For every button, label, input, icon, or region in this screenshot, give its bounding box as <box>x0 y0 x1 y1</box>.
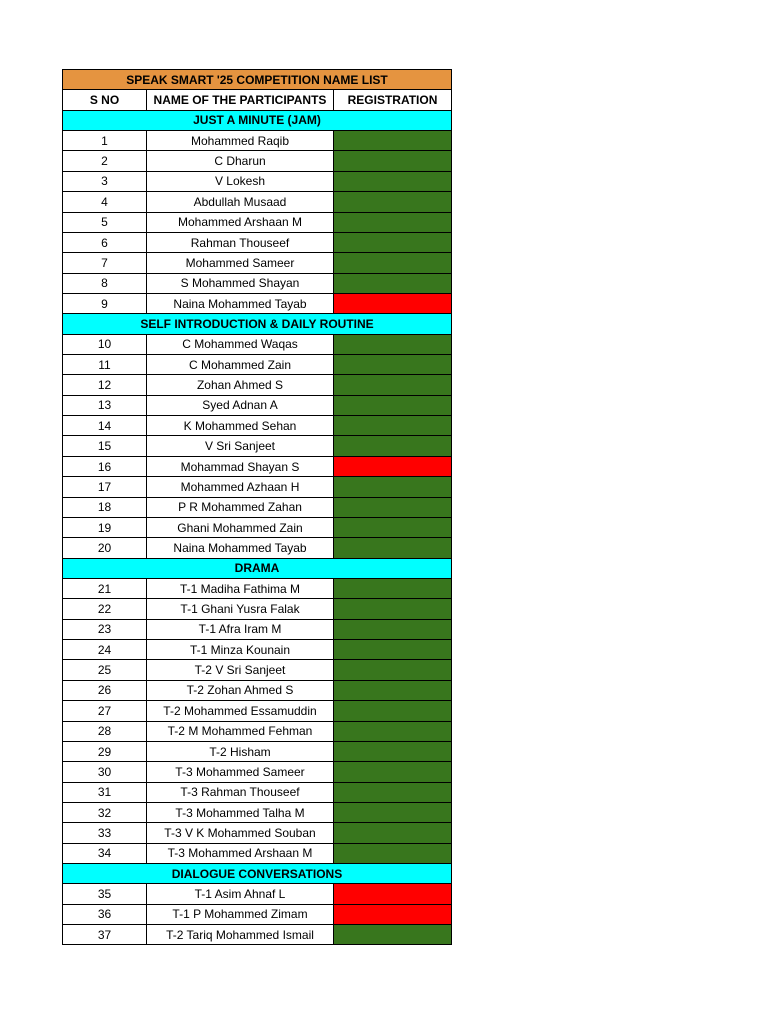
registration-status-cell <box>334 884 452 904</box>
table-row <box>63 843 452 863</box>
table-row <box>63 253 452 273</box>
table-row <box>63 925 452 945</box>
registration-status-cell <box>334 477 452 497</box>
participant-name-cell: T-3 V K Mohammed Souban <box>147 823 334 843</box>
registration-status-cell <box>334 823 452 843</box>
table-row <box>63 171 452 191</box>
registration-status-cell <box>334 253 452 273</box>
sno-cell: 26 <box>63 680 147 700</box>
sno-cell: 4 <box>63 192 147 212</box>
table-row <box>63 395 452 415</box>
participant-name-cell: T-2 Mohammed Essamuddin <box>147 701 334 721</box>
participant-name-cell: V Sri Sanjeet <box>147 436 334 456</box>
section-title: DRAMA <box>63 558 452 578</box>
table-row <box>63 680 452 700</box>
sno-cell: 6 <box>63 232 147 252</box>
header-sno: S NO <box>63 90 147 110</box>
registration-status-cell <box>334 171 452 191</box>
table-row <box>63 640 452 660</box>
sno-cell: 30 <box>63 762 147 782</box>
header-row <box>63 90 452 110</box>
participant-name-cell: Mohammed Sameer <box>147 253 334 273</box>
sno-cell: 11 <box>63 355 147 375</box>
registration-status-cell <box>334 355 452 375</box>
section-row <box>63 864 452 884</box>
sno-cell: 23 <box>63 619 147 639</box>
participant-name-cell: T-2 M Mohammed Fehman <box>147 721 334 741</box>
registration-status-cell <box>334 802 452 822</box>
sno-cell: 29 <box>63 741 147 761</box>
table-row <box>63 904 452 924</box>
table-row <box>63 293 452 313</box>
registration-status-cell <box>334 619 452 639</box>
registration-status-cell <box>334 517 452 537</box>
sno-cell: 24 <box>63 640 147 660</box>
registration-status-cell <box>334 680 452 700</box>
participant-name-cell: S Mohammed Shayan <box>147 273 334 293</box>
sno-cell: 8 <box>63 273 147 293</box>
registration-status-cell <box>334 416 452 436</box>
section-title: JUST A MINUTE (JAM) <box>63 110 452 130</box>
table-row <box>63 273 452 293</box>
participant-name-cell: Abdullah Musaad <box>147 192 334 212</box>
sno-cell: 33 <box>63 823 147 843</box>
table-row <box>63 334 452 354</box>
participant-name-cell: Syed Adnan A <box>147 395 334 415</box>
sno-cell: 17 <box>63 477 147 497</box>
participant-name-cell: Mohammed Azhaan H <box>147 477 334 497</box>
sno-cell: 28 <box>63 721 147 741</box>
participant-name-cell: T-1 P Mohammed Zimam <box>147 904 334 924</box>
registration-status-cell <box>334 375 452 395</box>
registration-status-cell <box>334 232 452 252</box>
header-name: NAME OF THE PARTICIPANTS <box>147 90 334 110</box>
sno-cell: 25 <box>63 660 147 680</box>
registration-status-cell <box>334 497 452 517</box>
registration-status-cell <box>334 701 452 721</box>
sno-cell: 18 <box>63 497 147 517</box>
table-row <box>63 741 452 761</box>
table-row <box>63 660 452 680</box>
table-row <box>63 884 452 904</box>
participant-name-cell: T-3 Rahman Thouseef <box>147 782 334 802</box>
sno-cell: 9 <box>63 293 147 313</box>
table-row <box>63 599 452 619</box>
sno-cell: 31 <box>63 782 147 802</box>
sno-cell: 19 <box>63 517 147 537</box>
sno-cell: 13 <box>63 395 147 415</box>
table-row <box>63 192 452 212</box>
sno-cell: 3 <box>63 171 147 191</box>
registration-status-cell <box>334 192 452 212</box>
participant-name-cell: Naina Mohammed Tayab <box>147 538 334 558</box>
participant-name-cell: T-2 Tariq Mohammed Ismail <box>147 925 334 945</box>
table-row <box>63 375 452 395</box>
registration-status-cell <box>334 843 452 863</box>
registration-status-cell <box>334 212 452 232</box>
registration-status-cell <box>334 456 452 476</box>
sno-cell: 10 <box>63 334 147 354</box>
title-row <box>63 70 452 90</box>
participant-name-cell: Mohammad Shayan S <box>147 456 334 476</box>
participant-name-cell: T-2 Hisham <box>147 741 334 761</box>
participant-name-cell: T-1 Afra Iram M <box>147 619 334 639</box>
sheet-title: SPEAK SMART '25 COMPETITION NAME LIST <box>63 70 452 90</box>
registration-status-cell <box>334 762 452 782</box>
table-row <box>63 762 452 782</box>
table-row <box>63 701 452 721</box>
table-row <box>63 416 452 436</box>
registration-status-cell <box>334 782 452 802</box>
registration-status-cell <box>334 721 452 741</box>
header-registration: REGISTRATION <box>334 90 452 110</box>
registration-status-cell <box>334 293 452 313</box>
table-row <box>63 578 452 598</box>
participant-name-cell: C Mohammed Zain <box>147 355 334 375</box>
participant-name-cell: T-3 Mohammed Sameer <box>147 762 334 782</box>
participant-name-cell: Mohammed Arshaan M <box>147 212 334 232</box>
table-row <box>63 619 452 639</box>
section-row <box>63 110 452 130</box>
participant-name-cell: T-2 V Sri Sanjeet <box>147 660 334 680</box>
competition-name-list-table <box>62 69 452 945</box>
table-row <box>63 538 452 558</box>
sno-cell: 20 <box>63 538 147 558</box>
table-row <box>63 823 452 843</box>
sno-cell: 2 <box>63 151 147 171</box>
sno-cell: 15 <box>63 436 147 456</box>
sno-cell: 35 <box>63 884 147 904</box>
registration-status-cell <box>334 131 452 151</box>
sno-cell: 27 <box>63 701 147 721</box>
table-row <box>63 151 452 171</box>
table-row <box>63 782 452 802</box>
registration-status-cell <box>334 660 452 680</box>
sno-cell: 22 <box>63 599 147 619</box>
registration-status-cell <box>334 436 452 456</box>
sno-cell: 12 <box>63 375 147 395</box>
registration-status-cell <box>334 578 452 598</box>
sno-cell: 1 <box>63 131 147 151</box>
participant-name-cell: C Dharun <box>147 151 334 171</box>
participant-name-cell: T-3 Mohammed Talha M <box>147 802 334 822</box>
registration-status-cell <box>334 640 452 660</box>
sno-cell: 34 <box>63 843 147 863</box>
registration-status-cell <box>334 538 452 558</box>
table-row <box>63 477 452 497</box>
table-row <box>63 232 452 252</box>
participant-name-cell: Rahman Thouseef <box>147 232 334 252</box>
table-row <box>63 212 452 232</box>
participant-name-cell: V Lokesh <box>147 171 334 191</box>
sno-cell: 16 <box>63 456 147 476</box>
table-row <box>63 436 452 456</box>
table-row <box>63 456 452 476</box>
sno-cell: 36 <box>63 904 147 924</box>
registration-status-cell <box>334 925 452 945</box>
registration-status-cell <box>334 599 452 619</box>
registration-status-cell <box>334 273 452 293</box>
table-row <box>63 721 452 741</box>
participant-name-cell: C Mohammed Waqas <box>147 334 334 354</box>
table-row <box>63 517 452 537</box>
section-row <box>63 314 452 334</box>
table-row <box>63 802 452 822</box>
section-title: DIALOGUE CONVERSATIONS <box>63 864 452 884</box>
registration-status-cell <box>334 334 452 354</box>
participant-name-cell: P R Mohammed Zahan <box>147 497 334 517</box>
registration-status-cell <box>334 395 452 415</box>
table-row <box>63 355 452 375</box>
participant-name-cell: T-1 Ghani Yusra Falak <box>147 599 334 619</box>
sno-cell: 5 <box>63 212 147 232</box>
sno-cell: 21 <box>63 578 147 598</box>
sno-cell: 7 <box>63 253 147 273</box>
participant-name-cell: T-1 Madiha Fathima M <box>147 578 334 598</box>
participant-name-cell: T-2 Zohan Ahmed S <box>147 680 334 700</box>
participant-name-cell: T-1 Minza Kounain <box>147 640 334 660</box>
table-row <box>63 497 452 517</box>
section-row <box>63 558 452 578</box>
participant-name-cell: K Mohammed Sehan <box>147 416 334 436</box>
registration-status-cell <box>334 904 452 924</box>
participant-name-cell: Mohammed Raqib <box>147 131 334 151</box>
participant-name-cell: Zohan Ahmed S <box>147 375 334 395</box>
section-title: SELF INTRODUCTION & DAILY ROUTINE <box>63 314 452 334</box>
participant-name-cell: T-3 Mohammed Arshaan M <box>147 843 334 863</box>
participant-name-cell: Naina Mohammed Tayab <box>147 293 334 313</box>
registration-status-cell <box>334 151 452 171</box>
table-row <box>63 131 452 151</box>
participant-name-cell: Ghani Mohammed Zain <box>147 517 334 537</box>
participant-name-cell: T-1 Asim Ahnaf L <box>147 884 334 904</box>
sno-cell: 14 <box>63 416 147 436</box>
sno-cell: 37 <box>63 925 147 945</box>
registration-status-cell <box>334 741 452 761</box>
sno-cell: 32 <box>63 802 147 822</box>
